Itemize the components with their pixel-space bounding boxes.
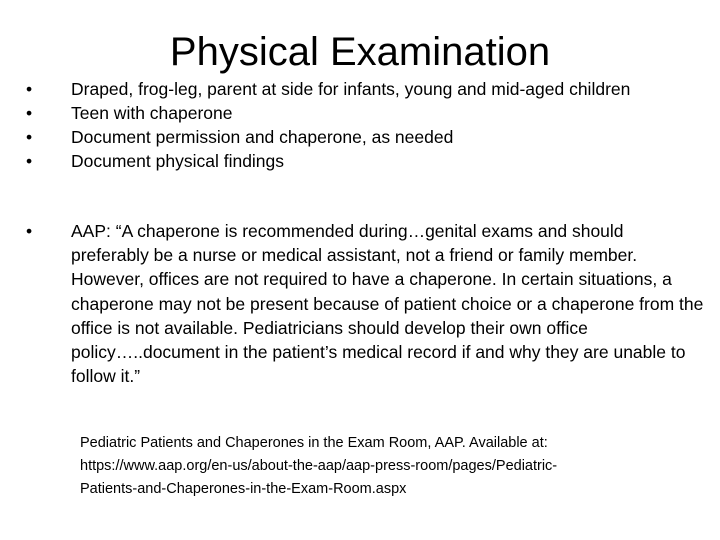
slide-title: Physical Examination: [169, 30, 551, 74]
bullet-text: Document physical findings: [71, 151, 285, 171]
quote-item: [26, 219, 706, 388]
bullet-dot-icon: •: [26, 221, 33, 241]
bullet-item: [26, 149, 706, 173]
citation-line: Pediatric Patients and Chaperones in the Exam Room, AAP. Available at:: [80, 435, 548, 451]
citation-url-line: Patients-and-Chaperones-in-the-Exam-Room.aspx: [80, 481, 407, 497]
citation-url-line: https://www.aap.org/en-us/about-the-aap/aap-press-room/pages/Pediatric-: [80, 458, 558, 474]
bullet-item: [26, 125, 706, 149]
bullet-dot-icon: •: [26, 79, 33, 99]
citation: [80, 432, 680, 501]
quote-text: AAP: “A chaperone is recommended during…genital exams and should preferably be a nurse or medical assistant, not a friend or family member. However, offices are not required to have a chaperone. In certain situations, a chaperone may not be present because of patient choice or a chaperone from the office is not available. Pediatricians should develop their own office policy…..document in the patient’s medical record if and why they are unable to follow it.”: [71, 221, 704, 387]
bullet-dot-icon: •: [26, 103, 33, 123]
bullet-item: [26, 101, 706, 125]
bullet-list: [26, 77, 706, 173]
bullet-text: Document permission and chaperone, as needed: [71, 127, 454, 147]
bullet-item: [26, 77, 706, 101]
bullet-text: Teen with chaperone: [71, 103, 233, 123]
bullet-dot-icon: •: [26, 127, 33, 147]
bullet-text: Draped, frog-leg, parent at side for infants, young and mid-aged children: [71, 79, 631, 99]
bullet-dot-icon: •: [26, 151, 33, 171]
quote-list: [26, 219, 706, 388]
